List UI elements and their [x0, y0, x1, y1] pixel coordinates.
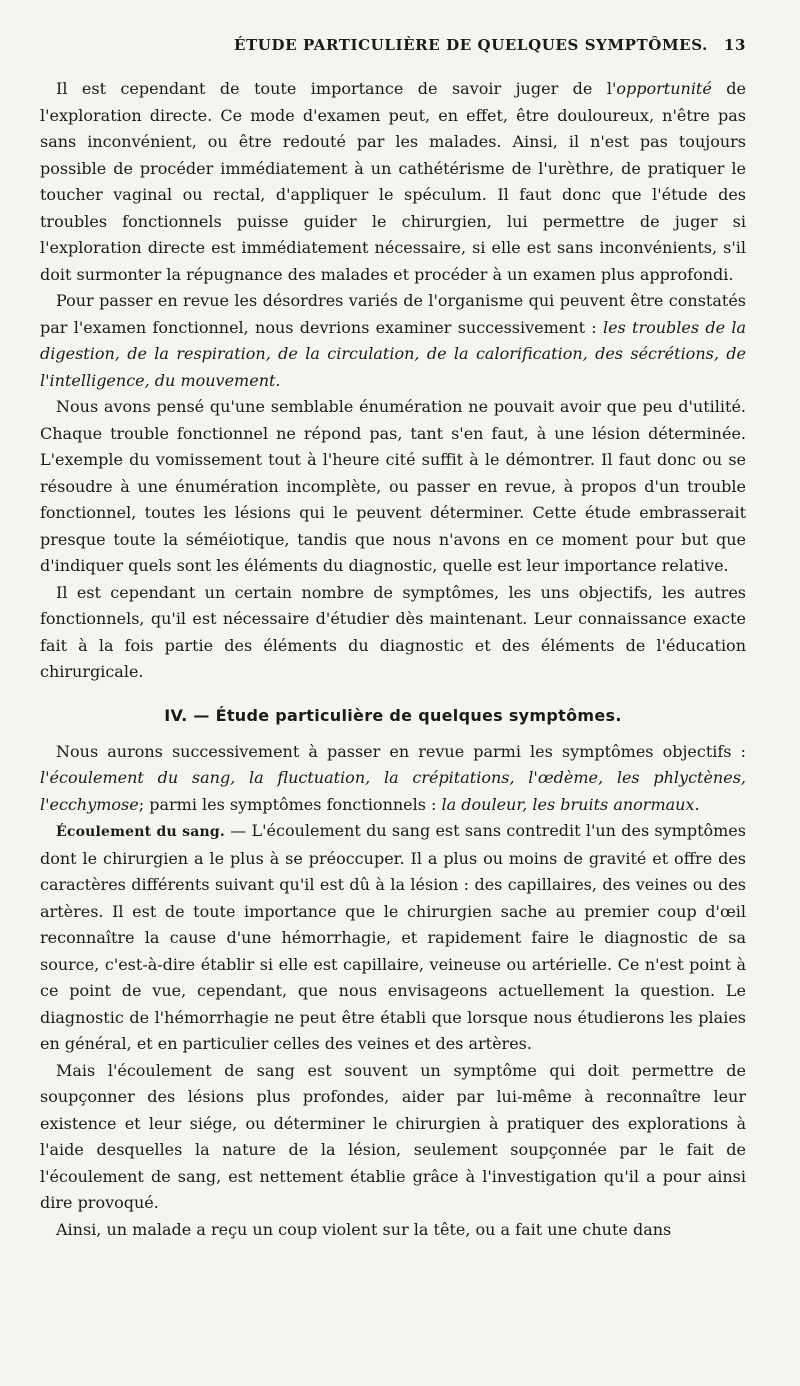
subsection-title: Écoulement du sang. — [56, 824, 225, 840]
paragraph: Pour passer en revue les désordres variés de l'organisme qui peuvent être constatés par l'examen fonctionnel, nous devrions examiner successivement : les troubles de la digestion, de la respiration, de la circulation, de la calorification, des sécrétions, de l'intelligence, du mouvement. — [40, 291, 747, 390]
paragraph: Ainsi, un malade a reçu un coup violent sur la tête, ou a fait une chute dans — [56, 1219, 672, 1239]
paragraph: Nous avons pensé qu'une semblable énumération ne pouvait avoir que peu d'utilité. Chaque trouble fonctionnel ne répond pas, tant s'en faut, à une lésion déterminée. L'exemple du vomissement tout à l'heure cité suffit à le démontrer. Il faut donc ou se résoudre à une énumération incomplète, ou passer en revue, à propos d'un trouble fonctionnel, toutes les lésions qui le peuvent déterminer. Cette étude embrasserait presque toute la séméiotique, tandis que nous n'avons en ce moment pour but que d'indiquer quels sont les éléments du diagnostic, quelle est leur importance relative. — [40, 397, 746, 575]
page-number: 13 — [723, 36, 746, 54]
paragraph: Il est cependant de toute importance de savoir juger de l'opportunité de l'exploration directe. Ce mode d'examen peut, en effet, être douloureux, n'être pas sans inconvénient, ou être redouté par les malades. Ainsi, il n'est pas toujours possible de procéder immédiatement à un cathétérisme de l'urèthre, de pratiquer le toucher vaginal ou rectal, d'appliquer le spéculum. Il faut donc que l'étude des troubles fonctionnels puisse guider le chirurgien, lui permettre de juger si l'exploration directe est immédiatement nécessaire, si elle est sans inconvénients, s'il doit surmonter la répugnance des malades et procéder à un examen plus approfondi. — [40, 79, 747, 284]
section-heading: IV. — Étude particulière de quelques symptômes. — [164, 705, 622, 725]
paragraph: Mais l'écoulement de sang est souvent un symptôme qui doit permettre de soupçonner des lésions plus profondes, aider par lui-même à reconnaître leur existence et leur siége, ou déterminer le chirurgien à pratiquer des explorations à l'aide desquelles la nature de la lésion, seulement soupçonnée par le fait de l'écoulement de sang, est nettement établie grâce à l'investigation qu'il a pour ainsi dire provoqué. — [40, 1060, 746, 1212]
running-header — [40, 36, 746, 76]
paragraph: Nous aurons successivement à passer en revue parmi les symptômes objectifs : l'écoulement du sang, la fluctuation, la crépitations, l'œdème, les phlyctènes, l'ecchymose; parmi les symptômes fonctionnels : la douleur, les bruits anormaux. — [40, 741, 746, 814]
paragraph: Écoulement du sang. — L'écoulement du sang est sans contredit l'un des symptômes dont le chirurgien a le plus à se préoccuper. Il a plus ou moins de gravité et offre des caractères différents suivant qu'il est dû à la lésion : des capillaires, des veines ou des artères. Il est de toute importance que le chirurgien sache au premier coup d'œil reconnaître la cause d'une hémorrhagie, et rapidement faire le diagnostic de sa source, c'est-à-dire établir si elle est capillaire, veineuse ou artérielle. Ce n'est point à ce point de vue, cependant, que nous envisageons actuellement la question. Le diagnostic de l'hémorrhagie ne peut être établi que lorsque nous étudierons les plaies en général, et en particulier celles des veines et des artères. — [40, 821, 746, 1053]
paragraph: Il est cependant un certain nombre de symptômes, les uns objectifs, les autres fonctionnels, qu'il est nécessaire d'étudier dès maintenant. Leur connaissance exacte fait à la fois partie des éléments du diagnostic et des éléments de l'éducation chirurgicale. — [40, 582, 746, 681]
body-text — [40, 76, 746, 1243]
running-title: ÉTUDE PARTICULIÈRE DE QUELQUES SYMPTÔMES. — [234, 36, 708, 54]
